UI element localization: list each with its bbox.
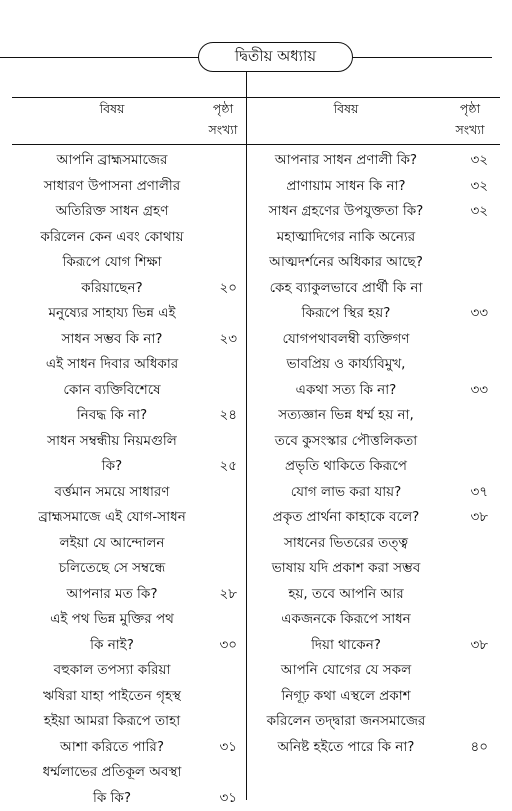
- entry-text: এই সাধন দিবার অধিকার: [45, 356, 179, 372]
- page-number: ২৪: [219, 407, 237, 423]
- left-page-header-line1: পৃষ্ঠা: [212, 101, 234, 116]
- right-subject-header: বিষয়: [333, 101, 359, 116]
- entry-text: আত্মদর্শনের অধিকার আছে?: [269, 254, 423, 270]
- page-number: ২৫: [219, 458, 237, 474]
- entry-text: হয়, তবে আপনি আর: [288, 585, 404, 602]
- entry-text: একথা সত্য কি না?: [295, 381, 397, 398]
- entry-text: অতিরিক্ত সাধন গ্রহণ: [55, 203, 169, 219]
- entry-text: সাধারণ উপাসনা প্রণালীর: [43, 177, 181, 194]
- entry-text: সত্যজ্ঞান ভিন্ন ধর্ম্ম হয় না,: [278, 407, 414, 423]
- entry-text: ধর্ম্মলাভের প্রতিকূল অবস্থা: [42, 764, 182, 780]
- entry-text: প্রকৃত প্রার্থনা কাহাকে বলে?: [272, 509, 420, 525]
- entry-text: তবে কুসংস্কার পৌত্তলিকতা: [274, 432, 418, 449]
- entry-text: করিয়াছেন?: [81, 279, 143, 296]
- entry-text: আপনার মত কি?: [66, 585, 158, 602]
- entry-text: একজনকে কিরূপে সাধন: [281, 611, 411, 627]
- entry-text: ভাষায় যদি প্রকাশ করা সম্ভব: [271, 560, 421, 576]
- entry-text: বর্ত্তমান সময়ে সাধারণ: [54, 483, 170, 500]
- page-number: ৩০: [219, 636, 237, 653]
- entry-text: মনুষ্যের সাহায্য ভিন্ন এই: [48, 305, 176, 321]
- entry-text: কি নাই?: [90, 636, 134, 653]
- entry-text: হইয়া আমরা কিরূপে তাহা: [43, 713, 181, 729]
- entry-text: আপনি যোগের যে সকল: [280, 662, 412, 678]
- entry-text: সাধনের ভিতরের তত্ত্ব: [283, 534, 409, 551]
- entry-text: দিয়া থাকেন?: [311, 636, 381, 653]
- header-bottom-rule: [12, 144, 500, 145]
- entry-text: সাধন গ্রহণের উপযুক্ততা কি?: [268, 203, 424, 219]
- page-number: ৩৮: [470, 509, 488, 525]
- entry-text: আশা করিতে পারি?: [59, 738, 165, 755]
- page-number: ৩২: [470, 203, 488, 219]
- page-number: ৩৩: [470, 305, 488, 321]
- left-page-header-line2: সংখ্যা: [208, 122, 238, 137]
- page-number: ৩১: [219, 789, 237, 806]
- page-number: ৩৭: [470, 483, 488, 500]
- entry-text: ভাবপ্রিয় ও কার্য্যবিমুখ,: [286, 356, 406, 372]
- entry-text: সাধন সম্বন্ধীয় নিয়মগুলি: [47, 432, 177, 449]
- entry-text: যোগপথাবলম্বী ব্যক্তিগণ: [282, 330, 410, 347]
- entry-text: করিলেন কেন এবং কোথায়: [40, 228, 184, 245]
- page-number: ২৮: [219, 585, 237, 602]
- entry-text: করিলেন তদ্দ্বারা জনসমাজের: [266, 713, 426, 729]
- entry-text: ঋষিরা যাহা পাইতেন গৃহস্থ: [43, 687, 181, 704]
- entry-text: সাধন সম্ভব কি না?: [61, 330, 163, 347]
- entry-text: আপনি ব্রাহ্মসমাজের: [56, 152, 168, 168]
- entry-text: এই পথ ভিন্ন মুক্তির পথ: [50, 611, 174, 627]
- entry-text: মহাত্মাদিগের নাকি অন্যের: [276, 228, 416, 245]
- entry-text: নিবদ্ধ কি না?: [76, 407, 148, 423]
- page-number: ২০: [219, 279, 237, 296]
- page-number: ৩৩: [470, 381, 488, 398]
- entry-text: কিরূপে স্থির হয়?: [301, 305, 391, 321]
- entry-text: কোন ব্যক্তিবিশেষে: [63, 381, 161, 398]
- entry-text: লইয়া যে আন্দোলন: [59, 534, 165, 551]
- page-number: ৩৮: [470, 636, 488, 653]
- entry-text: কি?: [101, 458, 123, 474]
- entry-text: কি কি?: [92, 789, 132, 806]
- right-page-header-line1: পৃষ্ঠা: [459, 101, 481, 116]
- table-top-rule: [12, 97, 500, 98]
- entry-text: বহুকাল তপস্যা করিয়া: [53, 662, 171, 678]
- page-number: ৩২: [470, 152, 488, 168]
- entry-text: কেহ ব্যাকুলভাবে প্রার্থী কি না: [269, 279, 423, 296]
- entry-text: কিরূপে যোগ শিক্ষা: [62, 254, 162, 270]
- page-number: ৩১: [219, 738, 237, 755]
- entry-text: চলিতেছে সে সম্বন্ধে: [58, 560, 166, 576]
- entry-text: প্রভৃতি থাকিতে কিরূপে: [285, 458, 407, 474]
- entry-text: নিগূঢ় কথা এস্থলে প্রকাশ: [281, 687, 411, 704]
- page-number: ২৩: [219, 330, 237, 347]
- entry-text: প্রাণায়াম সাধন কি না?: [286, 177, 406, 194]
- page-number: ৩২: [470, 177, 488, 194]
- entry-text: আপনার সাধন প্রণালী কি?: [274, 152, 418, 168]
- right-page-header-line2: সংখ্যা: [455, 122, 485, 137]
- entry-text: যোগ লাভ করা যায়?: [290, 483, 402, 500]
- chapter-title: দ্বিতীয় অধ্যায়: [198, 42, 353, 72]
- entry-text: অনিষ্ট হইতে পারে কি না?: [277, 738, 415, 755]
- page-number: ৪০: [470, 738, 488, 755]
- left-subject-header: বিষয়: [99, 101, 125, 116]
- entry-text: ব্রাহ্মসমাজে এই যোগ-সাধন: [38, 509, 186, 525]
